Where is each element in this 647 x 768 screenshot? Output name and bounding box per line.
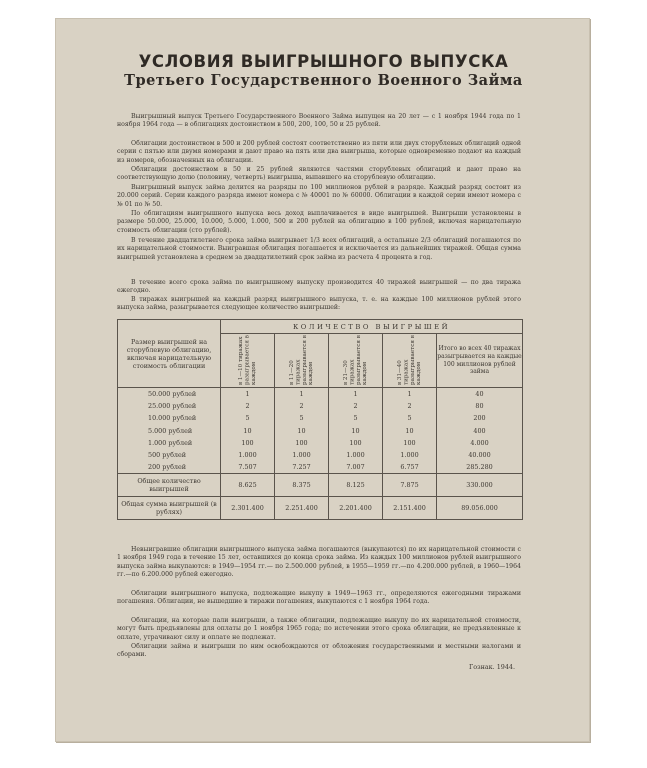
table-row: 500 рублей 1.000 1.000 1.000 1.000 40.000 [118, 449, 523, 461]
table-row: 10.000 рублей 5 5 5 5 200 [118, 412, 523, 424]
table-row: 5.000 рублей 10 10 10 10 400 [118, 425, 523, 437]
paragraph-tax-exemption: Облигации займа и выигрыши по ним освобождаются от обложения государственными и местными налогами и сборами. [117, 643, 521, 659]
table-row: 200 рублей 7.507 7.257 7.007 6.757 285.280 [118, 461, 523, 474]
table-row: 25.000 рублей 2 2 2 2 80 [118, 400, 523, 412]
paragraph-table-intro: В тиражах выигрышей на каждый разряд выигрышного выпуска, т. е. на каждые 100 миллионов рублей этого выпуска займа, разыгрывается следующее количество выигрышей: [117, 296, 521, 312]
paragraph-buyback: Невыигравшие облигации выигрышного выпуска займа погашаются (выкупаются) по их нарицательной стоимости с 1 ноября 1949 года в течение 15 лет, оставшихся до конца срока займа. Из каждых 100 миллионов рублей выигрышного выпуска займа выкупаются: в 1949—1954 гг.— по 2.500.000 рублей, в 1955—1959 гг.—по 4.200.000 рублей, в 1960—1964 гг.—по 6.200.000 рублей ежегодно. [117, 546, 521, 579]
table-row: 1.000 рублей 100 100 100 100 4.000 [118, 437, 523, 449]
prize-count-group-header: КОЛИЧЕСТВО ВЫИГРЫШЕЙ [221, 320, 523, 334]
paragraph-payment-deadline: Облигации, на которые пали выигрыши, а также облигации, подлежащие выкупу по их нарицательной стоимости, могут быть предъявлены для оплаты до 1 ноября 1965 года; по истечении этого срока облигации, не предъявленные к оплате, утрачивают силу и оплате не подлежат. [117, 617, 521, 641]
paragraph-redemption-share: В течение двадцатилетнего срока займа выигрывает 1/3 всех облигаций, а остальные 2/3 облигаций погашаются по их нарицательной стоимости. Выигравшая облигация погашается и исключается из дальнейших тиражей. Общая сумма выигрышей установлена в среднем за двадцатилетний срок займа из расчета 4 процента в год. [117, 237, 521, 261]
total-count-row: Общее количество выигрышей 8.625 8.375 8.125 7.875 330.000 [118, 474, 523, 497]
paragraph-fractions: Облигации достоинством в 50 и 25 рублей являются частями стоpублевых облигаций и дают право на соответствующую долю (половину, четверть) выигрыша, выпавшего на сторублевую облигацию. [117, 166, 521, 182]
table-row: 50.000 рублей 1 1 1 1 40 [118, 388, 523, 401]
document-subtitle: Третьего Государственного Военного Займа [124, 72, 523, 89]
column-header-draws-21-30: в 21—30 тиражах разыгрывается в каждом [329, 334, 383, 388]
prize-size-header: Размер выигрышей на стоpублевую облигацию, включая нарицательную стоимость облигации [118, 320, 221, 388]
column-header-total: Итого во всех 40 тиражах разыгрывается на каждые 100 миллионов рублей займа [437, 334, 523, 388]
paragraph-buyback-draws: Облигации выигрышного выпуска, подлежащие выкупу в 1949—1963 гг., определяются ежегодными тиражами погашения. Облигации, не вышедшие в тиражи погашения, выкупаются с 1 ноября 1964 года. [117, 590, 521, 606]
column-header-draws-11-20: в 11—20 тиражах разыгрывается в каждом [275, 334, 329, 388]
printer-mark: Гознак. 1944. [469, 663, 515, 671]
document-title: УСЛОВИЯ ВЫИГРЫШНОГО ВЫПУСКА [138, 52, 509, 71]
column-header-draws-1-10: в 1—10 тиражах разыгрывается в каждом [221, 334, 275, 388]
total-sum-row: Общая сумма выигрышей (в рублях) 2.301.400 2.251.400 2.201.400 2.151.400 89.056.000 [118, 497, 523, 520]
prize-table [117, 319, 523, 520]
column-header-draws-31-40: в 31—40 тиражах разыгрывается в каждом [383, 334, 437, 388]
paragraph-term: Выигрышный выпуск Третьего Государственного Военного Займа выпущен на 20 лет — с 1 ноября 1944 года по 1 ноября 1964 года — в облигациях достоинством в 500, 200, 100, 50 и 25 рублей. [117, 113, 521, 129]
paragraph-series: Выигрышный выпуск займа делится на разряды по 100 миллионов рублей в разряде. Каждый разряд состоит из 20.000 серий. Серии каждого разряда имеют номера с № 40001 по № 60000. Облигации в каждой серии имеют номера с № 01 по № 50. [117, 184, 521, 208]
paragraph-draws: В течение всего срока займа по выигрышному выпуску производится 40 тиражей выигрышей — по два тиража ежегодно. [117, 279, 521, 295]
paragraph-denominations: Облигации достоинством в 500 и 200 рублей состоят соответственно из пяти или двух сторублевых облигаций одной серии с пятью или двумя номерами и дают право на пять или два выигрыша, которые одновременно подают на каждый из номеров, обозначенных на облигации. [117, 140, 521, 164]
paragraph-income: По облигациям выигрышного выпуска весь доход выплачивается в виде выигрышей. Выигрыши установлены в размере 50.000, 25.000, 10.000, 5.000, 1.000, 500 и 200 рублей на облигацию в 100 рублей, включая нарицательную стоимость облигации (сто рублей). [117, 210, 521, 234]
